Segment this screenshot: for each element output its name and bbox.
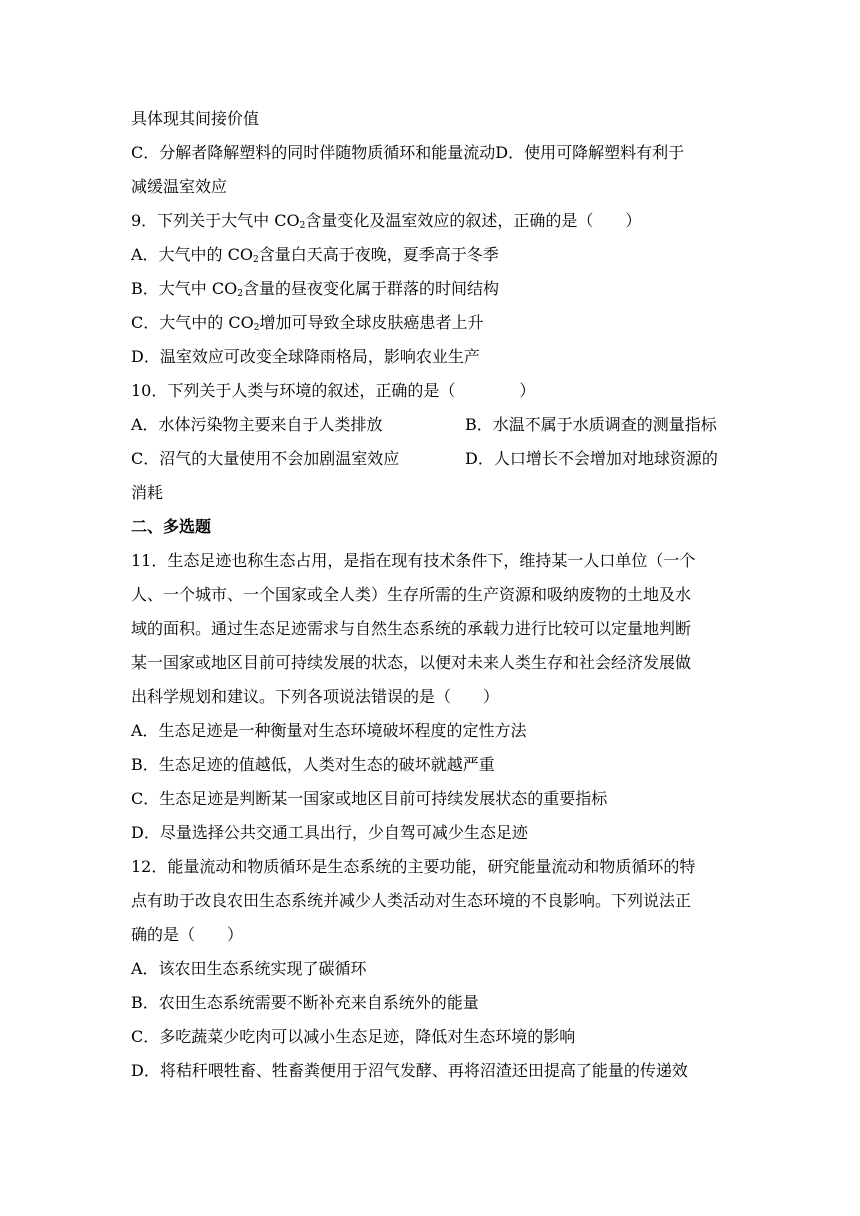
q10-option-d: D．人口增长不会增加对地球资源的	[465, 449, 718, 468]
q11-stem-line: 11．生态足迹也称生态占用，是指在现有技术条件下，维持某一人口单位（一个	[131, 551, 696, 570]
q9-option-a: A．大气中的 $CO_2$含量白天高于夜晚，夏季高于冬季	[131, 245, 499, 265]
q9-option-d: D．温室效应可改变全球降雨格局，影响农业生产	[131, 347, 480, 366]
q9-option-b: B．大气中 $CO_2$含量的昼夜变化属于群落的时间结构	[131, 279, 499, 299]
q12-option-a: A．该农田生态系统实现了碳循环	[131, 959, 367, 978]
q12-stem-line: 点有助于改良农田生态系统并减少人类活动对生态环境的不良影响。下列说法正	[131, 891, 692, 910]
q10-option-d-continuation: 消耗	[131, 483, 164, 502]
q10-option-c: C．沼气的大量使用不会加剧温室效应	[131, 449, 400, 468]
q8-continuation: 具体现其间接价值	[131, 109, 260, 128]
q8-option-d-continuation: 减缓温室效应	[131, 177, 228, 196]
q11-option-d: D．尽量选择公共交通工具出行，少自驾可减少生态足迹	[131, 823, 528, 842]
q11-stem-line: 出科学规划和建议。下列各项说法错误的是（ ）	[131, 687, 500, 706]
q11-stem-line: 域的面积。通过生态足迹需求与自然生态系统的承载力进行比较可以定量地判断	[131, 619, 692, 638]
q12-stem-line: 12．能量流动和物质循环是生态系统的主要功能，研究能量流动和物质循环的特	[131, 857, 696, 876]
q12-stem-line: 确的是（ ）	[131, 925, 244, 944]
q10-options-c-d	[131, 442, 718, 476]
q10-option-b: B．水温不属于水质调查的测量指标	[465, 415, 717, 434]
q8-option-c-d	[131, 136, 684, 170]
q11-option-c: C．生态足迹是判断某一国家或地区目前可持续发展状态的重要指标	[131, 789, 608, 808]
q10-option-a: A．水体污染物主要来自于人类排放	[131, 415, 383, 434]
q10-options-a-b	[131, 408, 717, 442]
q8-option-d: D．使用可降解塑料有利于	[495, 143, 685, 162]
q12-option-d: D．将秸秆喂牲畜、牲畜粪便用于沼气发酵、再将沼渣还田提高了能量的传递效	[131, 1061, 688, 1080]
q11-option-a: A．生态足迹是一种衡量对生态环境破坏程度的定性方法	[131, 721, 527, 740]
q12-option-c: C．多吃蔬菜少吃肉可以减小生态足迹，降低对生态环境的影响	[131, 1027, 576, 1046]
q8-option-c: C．分解者降解塑料的同时伴随物质循环和能量流动	[131, 143, 496, 162]
q10-stem: 10．下列关于人类与环境的叙述，正确的是（ ）	[131, 381, 536, 400]
q11-stem-line: 人、一个城市、一个国家或全人类）生存所需的生产资源和吸纳废物的土地及水	[131, 585, 692, 604]
q9-option-c: C．大气中的 $CO_2$增加可导致全球皮肤癌患者上升	[131, 313, 484, 333]
section-title: 二、多选题	[131, 517, 212, 536]
q9-stem: 9．下列关于大气中 $CO_2$含量变化及温室效应的叙述，正确的是（ ）	[131, 211, 642, 231]
q11-option-b: B．生态足迹的值越低，人类对生态的破坏就越严重	[131, 755, 495, 774]
q12-option-b: B．农田生态系统需要不断补充来自系统外的能量	[131, 993, 479, 1012]
q11-stem-line: 某一国家或地区目前可持续发展的状态，以便对未来人类生存和社会经济发展做	[131, 653, 692, 672]
